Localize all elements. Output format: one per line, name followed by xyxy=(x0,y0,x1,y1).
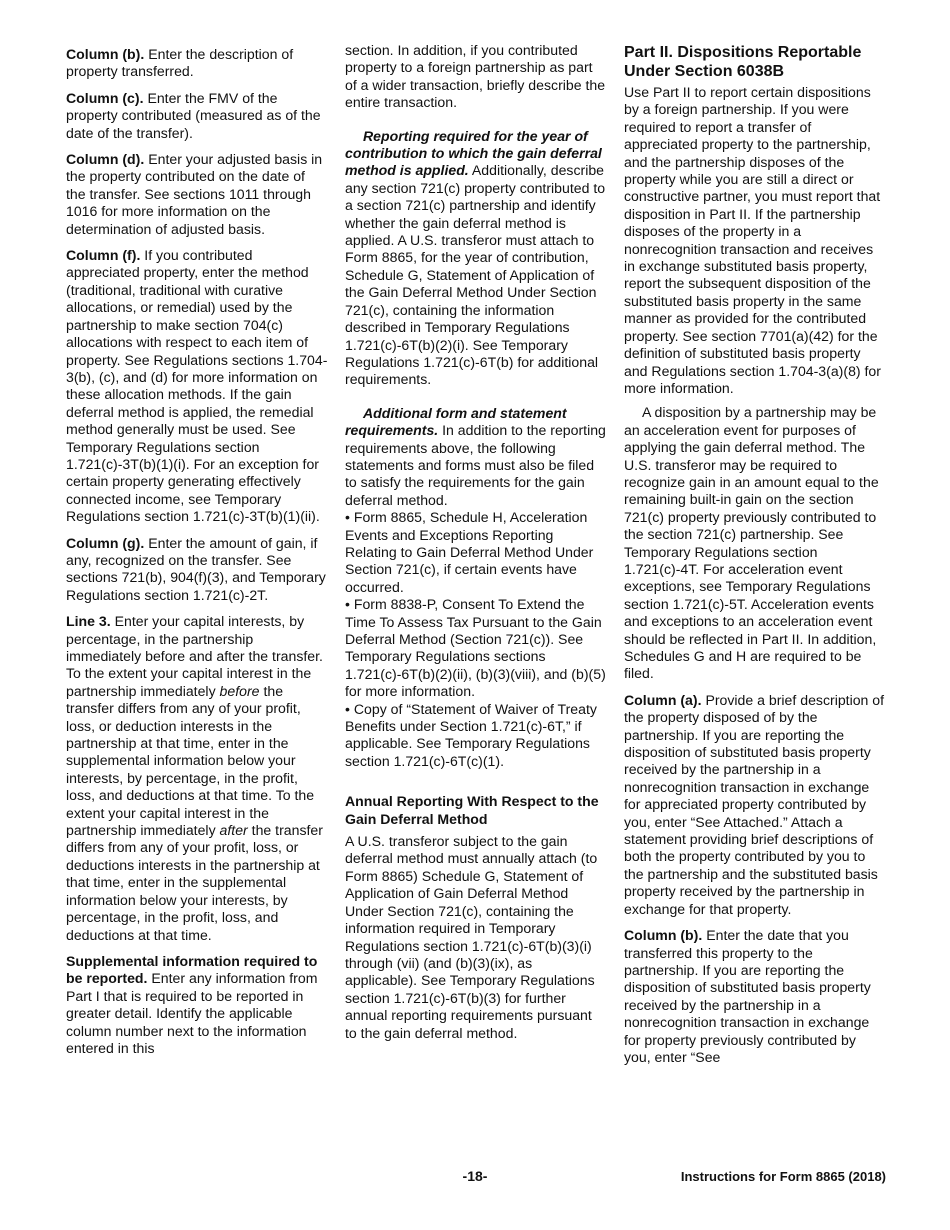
bullet-text: Copy of “Statement of Waiver of Treaty Benefits under Section 1.721(c)-6T,” if applicable. See Temporary Regulations section 1.721(c)-6T(c)(1). xyxy=(345,700,597,769)
column-left xyxy=(66,46,328,1066)
bullet-icon: • xyxy=(345,596,350,613)
lead-term: Column (b). xyxy=(66,46,145,62)
paragraph-reporting-required xyxy=(345,128,607,389)
footer-title: Instructions for Form 8865 (2018) xyxy=(680,1169,886,1184)
paragraph-line-3 xyxy=(66,613,328,944)
section-heading: Part II. Dispositions Reportable Under Section 6038B xyxy=(624,44,862,80)
lead-term: Line 3. xyxy=(66,613,111,630)
paragraph-additional-requirements xyxy=(345,405,607,509)
paragraph-column-c xyxy=(66,90,328,142)
paragraph-text: If you contributed appreciated property, enter the method (traditional, traditional with curative allocations, or remedial) used by the partnership to make section 704(c) allocations with respect to each item of property. See Regulations sections 1.704-3(b), (c), and (d) for more information on these allocation methods. If the gain deferral method is applied, the remedial method generally must be used. See Temporary Regulations section 1.721(c)-3T(b)(1)(i). For an exception for certain property generating effectively connected income, see Temporary Regulations section 1.721(c)-3T(b)(1)(ii). xyxy=(66,247,328,525)
lead-term: Column (g). xyxy=(66,534,145,551)
paragraph-text: In addition to the reporting requirements above, the following statements and forms must also be filed to satisfy the requirements for the gain deferral method. xyxy=(345,422,606,508)
paragraph-text: A disposition by a partnership may be an acceleration event for purposes of applying the gain deferral method. The U.S. transferor may be required to recognize gain in an amount equal to the remaining built-in gain on the section 721(c) property previously contributed to the section 721(c) partnership. See Temporary Regulations section 1.721(c)-4T. For acceleration event exceptions, see Temporary Regulations section 1.721(c)-5T. Acceleration events and exceptions to an acceleration event should be reflected in Part II. In addition, Schedules G and H are required to be filed. xyxy=(624,404,879,682)
paragraph-column-f xyxy=(66,247,328,526)
paragraph-text: Enter the FMV of the property contributed (measured as of the date of the transfer). xyxy=(66,89,321,141)
paragraph-column-g xyxy=(66,535,328,605)
paragraph-text: Enter your adjusted basis in the property contributed on the date of the transfer. See sections 1011 through 1016 for more information on the determination of adjusted basis. xyxy=(66,151,323,237)
column-middle xyxy=(345,42,607,1051)
lead-term: Column (b). xyxy=(624,927,703,944)
lead-term: Column (d). xyxy=(66,151,145,168)
emphasis-after: after xyxy=(219,822,248,839)
lead-term: Supplemental information required to be reported. xyxy=(66,952,318,987)
paragraph-text: Enter the description of property transferred. xyxy=(66,46,294,80)
paragraph-acceleration-event xyxy=(624,404,886,683)
paragraph-text: Additionally, describe any section 721(c) property contributed to a section 721(c) partnership and identify whether the gain deferral method is applied. A U.S. transferor must attach to Form 8865, for the year of contribution, Schedule G, Statement of Application of the Gain Deferral Method Under Section 721(c), containing the information described in Temporary Regulations 1.721(c)-6T(b)(2)(i). See Temporary Regulations 1.721(c)-6T(b) for additional requirements. xyxy=(345,162,606,388)
lead-term: Column (c). xyxy=(66,89,144,106)
lead-term: Additional form and statement requirements. xyxy=(345,404,567,439)
paragraph-text: A U.S. transferor subject to the gain deferral method must annually attach (to Form 8865) Schedule G, Statement of Application of Gain Deferral Method Under Section 721(c), containing the information required in Temporary Regulations section 1.721(c)-6T(b)(3)(i) through (vii) (and (b)(3)(ix), as applicable). See Temporary Regulations section 1.721(c)-6T(b)(3) for further annual reporting requirements pursuant to the gain deferral method. xyxy=(345,833,598,1041)
paragraph-column-b xyxy=(66,46,328,81)
lead-term: Column (a). xyxy=(624,691,702,708)
bullet-icon: • xyxy=(345,509,350,526)
paragraph-supplemental-info xyxy=(66,953,328,1057)
paragraph-column-a xyxy=(624,692,886,918)
paragraph-text: Enter any information from Part I that is required to be reported in greater detail. Identify the applicable column number next to the information entered in this xyxy=(66,970,318,1056)
paragraph-text: Enter your capital interests, by percentage, in the partnership immediately before and after the transfer. To the extent your capital interest in the partnership immediately xyxy=(66,613,323,699)
bullet-icon: • xyxy=(345,700,350,717)
paragraph-text: the transfer differs from any of your profit, loss, or deductions interests in the partnership at that time, enter in the supplemental information below your interests, by percentage, in the profit, loss, and deductions at that time. xyxy=(66,822,323,943)
paragraph-text: Use Part II to report certain dispositions by a foreign partnership. If you were required to report a transfer of appreciated property to the partnership, and the partnership disposes of the property while you are still a direct or constructive partner, you must report that disposition in Part II. If the partnership disposes of the property in a nonrecognition transaction and receives in exchange substituted basis property, report the subsequent disposition of the substituted basis property in the same manner as provided for the contributed property. See section 7701(a)(42) for the definition of substituted basis property and Regulations section 1.704-3(a)(8) for more information. xyxy=(624,84,881,396)
bullet-text: Form 8865, Schedule H, Acceleration Events and Exceptions Reporting Relating to Gain Deferral Method Under Section 721(c), if certain events have occurred. xyxy=(345,509,594,595)
paragraph-text: Provide a brief description of the property disposed of by the partnership. If you are reporting the disposition of substituted basis property received by the partnership in a nonrecognition transaction in exchange for appreciated property contributed by you, enter “See Attached.” Attach a statement providing brief descriptions of both the property contributed by you to the partnership and the substituted basis property received by the partnership in exchange for that property. xyxy=(624,691,885,917)
section-heading: Annual Reporting With Respect to the Gain Deferral Method xyxy=(345,793,599,827)
paragraph-part-ii-intro xyxy=(624,84,886,397)
column-right xyxy=(624,46,886,1075)
bullet-item xyxy=(345,596,607,700)
bullet-item xyxy=(345,509,607,596)
emphasis-before: before xyxy=(219,682,260,699)
bullet-item xyxy=(345,701,607,771)
lead-term: Reporting required for the year of contribution to which the gain deferral method is applied. xyxy=(345,127,602,179)
paragraph-text: section. In addition, if you contributed property to a foreign partnership as part of a wider transaction, briefly describe the entire transaction. xyxy=(345,42,606,111)
paragraph-column-b xyxy=(624,927,886,1066)
paragraph-text: Enter the date that you transferred this property to the partnership. If you are reporting the disposition of substituted basis property received by the partnership in a nonrecognition transaction in exchange for property previously contributed by you, enter “See xyxy=(624,927,871,1065)
bullet-text: Form 8838-P, Consent To Extend the Time To Assess Tax Pursuant to the Gain Deferral Method (Section 721(c)). See Temporary Regulations sections 1.721(c)-6T(b)(2)(ii), (b)(3)(viii), and (b)(5) for more information. xyxy=(345,596,606,700)
paragraph-continued xyxy=(345,42,607,112)
page-number: -18- xyxy=(462,1168,488,1184)
paragraph-text: Enter the amount of gain, if any, recognized on the transfer. See sections 721(b), 904(f)(3), and Temporary Regulations section 1.721(c)-2T. xyxy=(66,534,326,603)
lead-term: Column (f). xyxy=(66,247,141,264)
paragraph-text: the transfer differs from any of your profit, loss, or deduction interests in the partnership at that time, enter in the supplemental information below your interests, by percentage, in the profit, loss, and deductions at that time. To the extent your capital interest in the partnership immediately xyxy=(66,682,315,839)
paragraph-annual-reporting xyxy=(345,833,607,1042)
paragraph-column-d xyxy=(66,151,328,238)
